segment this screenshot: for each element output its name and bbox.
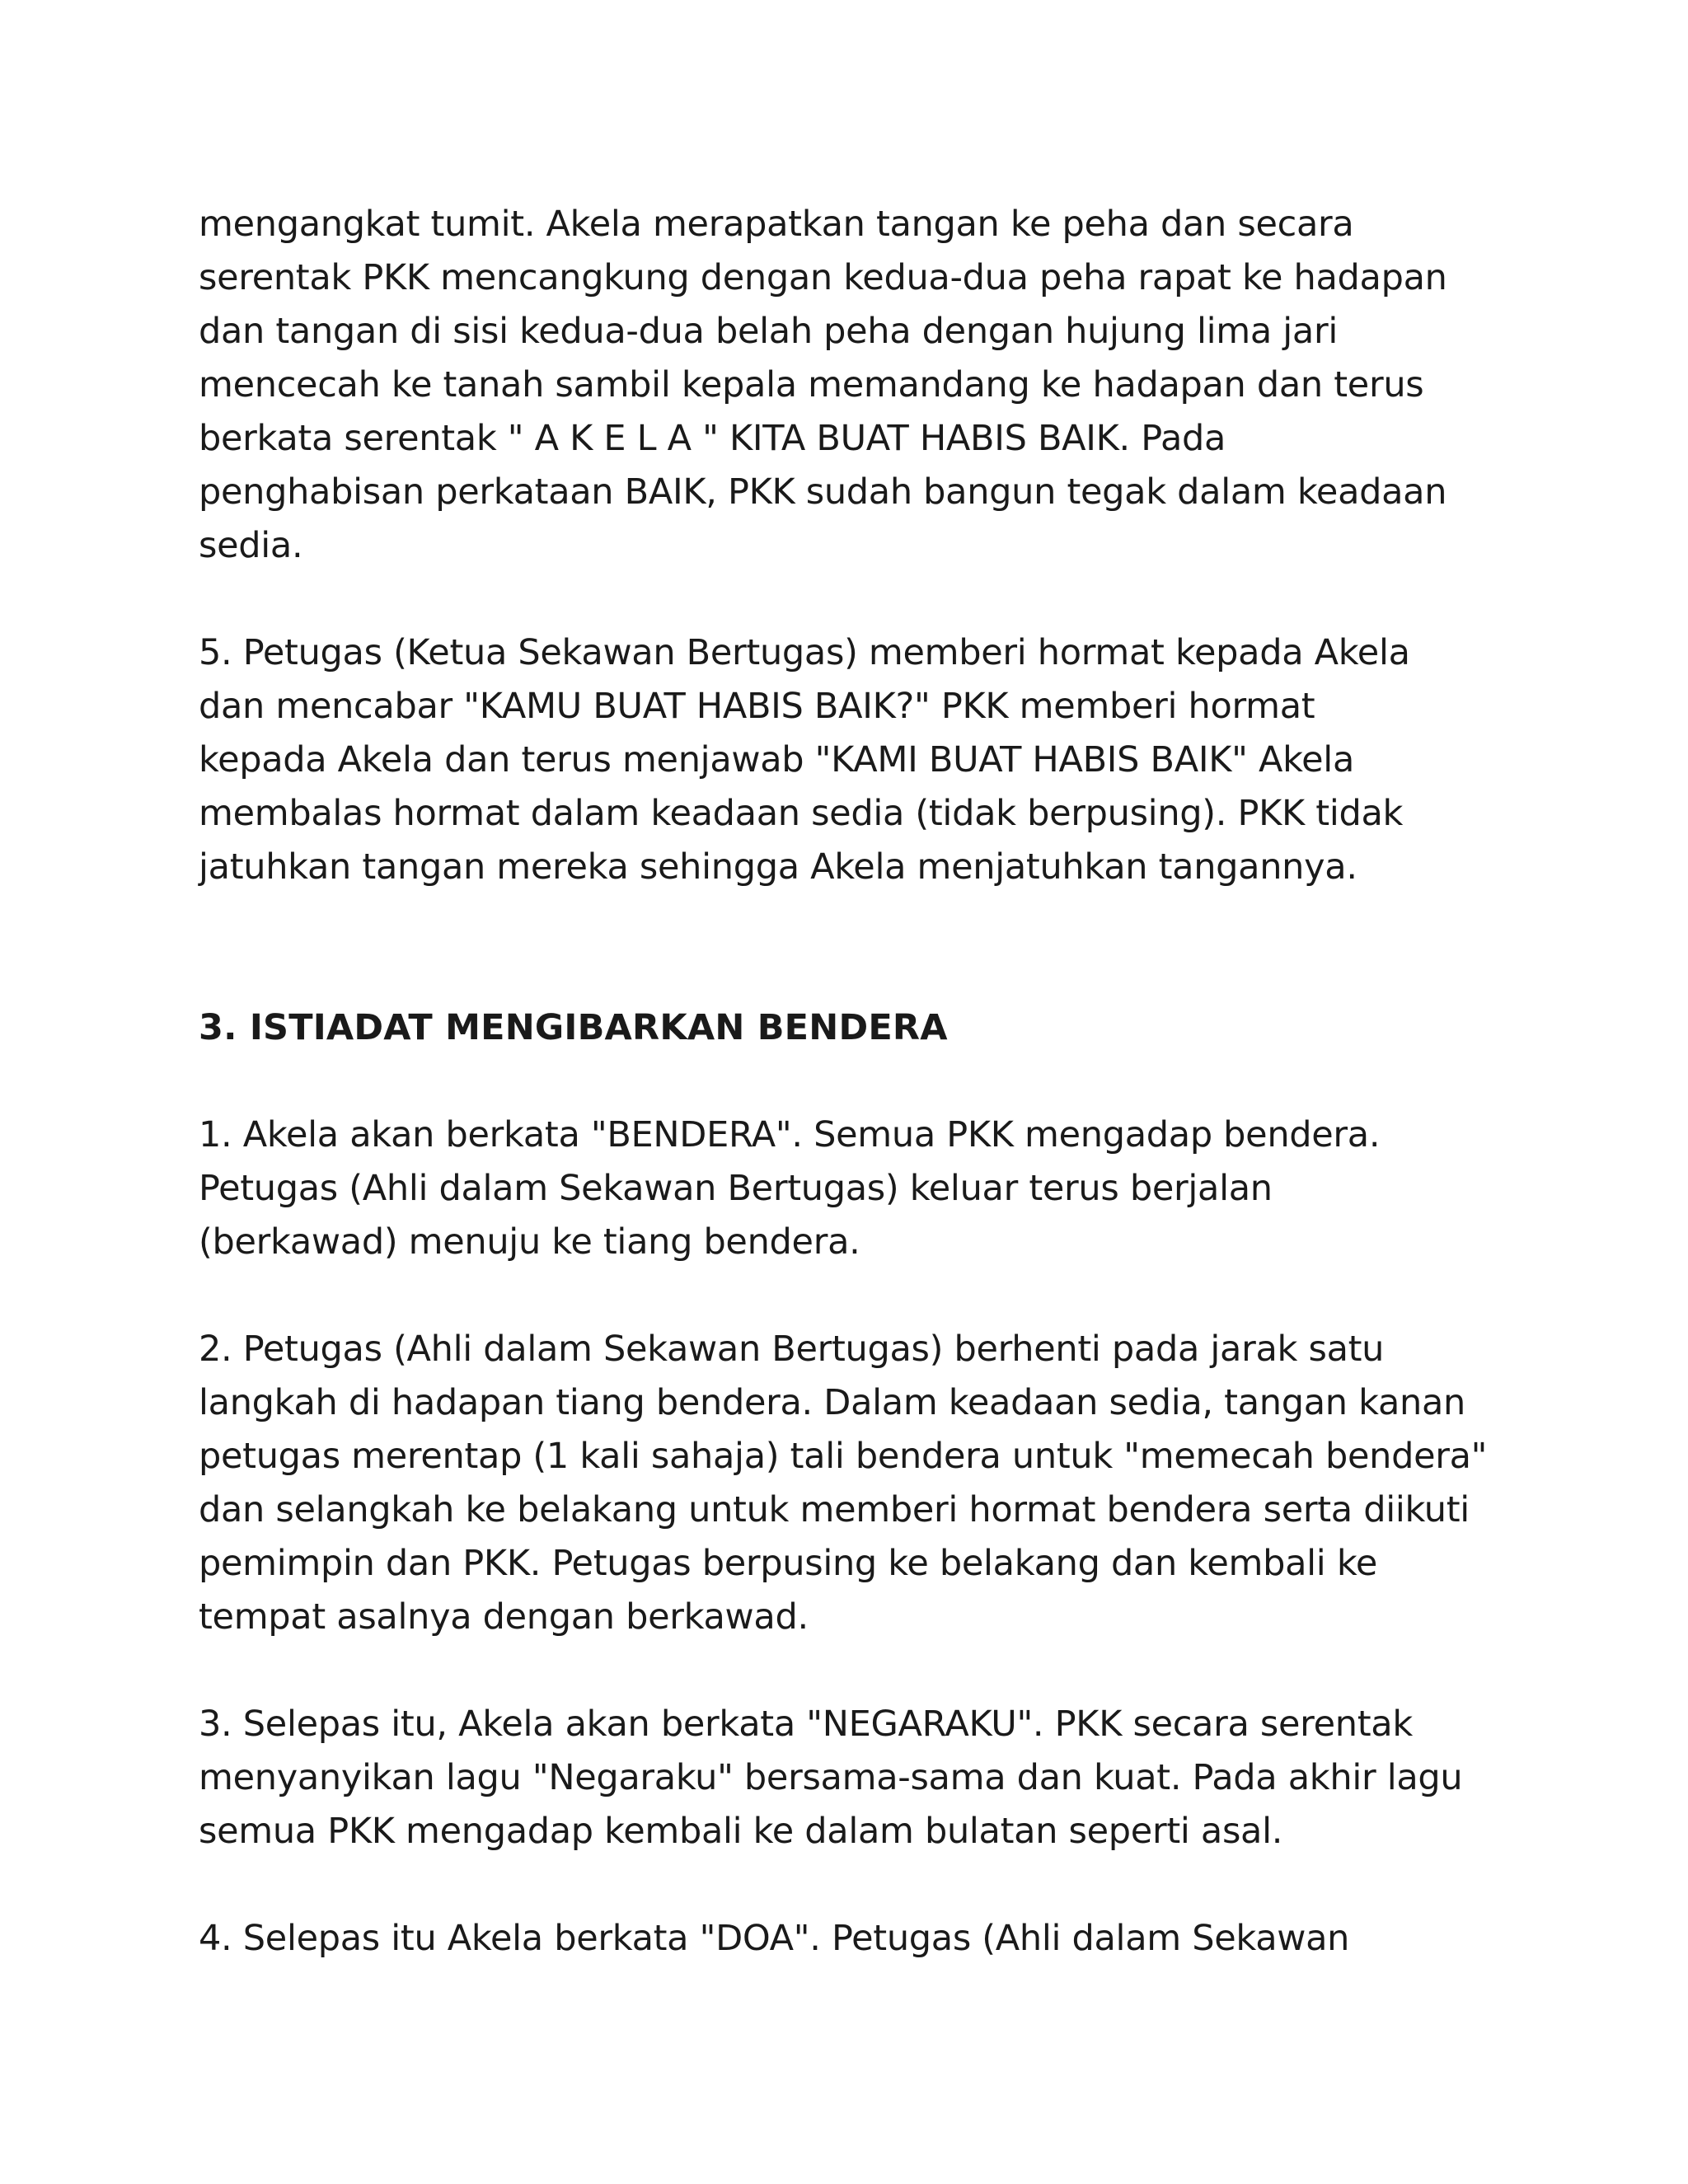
paragraph-spacer: [199, 1644, 1550, 1698]
paragraph-spacer: [199, 1269, 1550, 1323]
section-paragraph-3: [199, 1698, 1550, 1858]
text-line: sedia.: [199, 525, 303, 566]
section-heading: 3. ISTIADAT MENGIBARKAN BENDERA: [199, 1007, 948, 1048]
text-line: langkah di hadapan tiang bendera. Dalam keadaan sedia, tangan kanan: [199, 1382, 1465, 1423]
text-line: jatuhkan tangan mereka sehingga Akela menjatuhkan tangannya.: [199, 846, 1357, 888]
document-body: [199, 198, 1550, 1966]
text-line: 1. Akela akan berkata "BENDERA". Semua PKK mengadap bendera.: [199, 1114, 1381, 1155]
text-line: tempat asalnya dengan berkawad.: [199, 1596, 809, 1638]
text-line: 2. Petugas (Ahli dalam Sekawan Bertugas) berhenti pada jarak satu: [199, 1329, 1385, 1370]
continuation-paragraph: [199, 198, 1550, 573]
text-line: dan selangkah ke belakang untuk memberi hormat bendera serta diikuti: [199, 1489, 1470, 1530]
paragraph-spacer: [199, 1858, 1550, 1912]
text-line: 5. Petugas (Ketua Sekawan Bertugas) memberi hormat kepada Akela: [199, 632, 1410, 673]
text-line: 4. Selepas itu Akela berkata "DOA". Petugas (Ahli dalam Sekawan: [199, 1918, 1350, 1959]
section-paragraph-1: [199, 1108, 1550, 1269]
text-line: 3. Selepas itu, Akela akan berkata "NEGARAKU". PKK secara serentak: [199, 1704, 1413, 1745]
text-line: pemimpin dan PKK. Petugas berpusing ke belakang dan kembali ke: [199, 1543, 1378, 1584]
text-line: dan mencabar "KAMU BUAT HABIS BAIK?" PKK memberi hormat: [199, 686, 1315, 727]
text-line: (berkawad) menuju ke tiang bendera.: [199, 1221, 860, 1263]
text-line: menyanyikan lagu "Negaraku" bersama-sama dan kuat. Pada akhir lagu: [199, 1757, 1463, 1798]
text-line: dan tangan di sisi kedua-dua belah peha dengan hujung lima jari: [199, 311, 1338, 352]
paragraph-spacer: [199, 1055, 1550, 1108]
section-paragraph-4: [199, 1912, 1550, 1966]
section-spacer: [199, 894, 1550, 1001]
text-line: penghabisan perkataan BAIK, PKK sudah bangun tegak dalam keadaan: [199, 471, 1447, 513]
text-line: Petugas (Ahli dalam Sekawan Bertugas) keluar terus berjalan: [199, 1168, 1273, 1209]
section-paragraph-2: [199, 1323, 1550, 1644]
text-line: kepada Akela dan terus menjawab "KAMI BUAT HABIS BAIK" Akela: [199, 739, 1354, 780]
text-line: serentak PKK mencangkung dengan kedua-dua peha rapat ke hadapan: [199, 257, 1447, 298]
paragraph-5: [199, 626, 1550, 894]
text-line: membalas hormat dalam keadaan sedia (tidak berpusing). PKK tidak: [199, 793, 1404, 834]
paragraph-spacer: [199, 573, 1550, 626]
text-line: mencecah ke tanah sambil kepala memandang ke hadapan dan terus: [199, 364, 1424, 405]
text-line: mengangkat tumit. Akela merapatkan tangan ke peha dan secara: [199, 204, 1354, 245]
text-line: berkata serentak " A K E L A " KITA BUAT HABIS BAIK. Pada: [199, 418, 1226, 459]
text-line: petugas merentap (1 kali sahaja) tali bendera untuk "memecah bendera": [199, 1436, 1488, 1477]
text-line: semua PKK mengadap kembali ke dalam bulatan seperti asal.: [199, 1811, 1283, 1852]
